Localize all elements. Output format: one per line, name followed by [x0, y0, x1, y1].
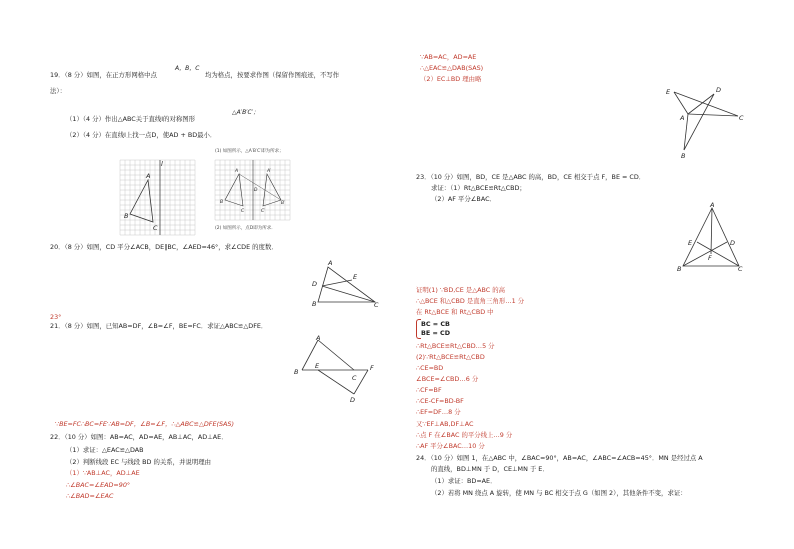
svg-text:B: B [677, 265, 682, 273]
svg-text:A: A [235, 169, 239, 174]
svg-text:C: C [374, 301, 379, 309]
q19-part2: （2）（4 分）在直线l上找一点D，使AD + BD最小． [66, 131, 217, 139]
svg-text:D: D [730, 239, 736, 247]
q23-proof-line: ∠BCE=∠CBD…6 分 [416, 375, 479, 383]
q23-proof-line: 证明(1) ∵BD,CE 是△ABC 的高 [416, 286, 506, 294]
svg-text:C: C [739, 114, 744, 122]
svg-text:C: C [738, 265, 743, 273]
svg-text:D: D [350, 396, 356, 404]
svg-text:E: E [353, 273, 358, 281]
svg-text:B: B [220, 200, 224, 205]
q21-stem: 21．（8 分）如图，已知AB=DF，∠B=∠F，BE=FC．求证△ABC≌△DFE． [50, 322, 268, 330]
q23-proof-line: BE = CD [421, 329, 451, 337]
q23-proof-line: ∴CE-CF=BD-BF [416, 397, 464, 405]
q23-proof-line: ∴点 F 在∠BAC 的平分线上…9 分 [416, 431, 513, 439]
svg-text:D: D [716, 86, 722, 94]
q23-proof-line: ∴AF 平分∠BAC…10 分 [416, 442, 485, 450]
svg-text:A′: A′ [267, 169, 272, 174]
q23-proof-line: ∴EF=DF…8 分 [416, 408, 461, 416]
q22-cont-line1: ∵AB=AC，AD=AE [420, 53, 477, 61]
svg-text:A: A [710, 201, 715, 209]
q22-cont-line2: ∴△EAC≌△DAB(SAS) [420, 64, 484, 72]
svg-text:C: C [153, 224, 158, 232]
q19-ans-note2: (2) 如图所示，点D即为所求． [215, 226, 276, 231]
svg-text:A: A [316, 334, 321, 342]
svg-text:E: E [688, 239, 693, 247]
q21-answer: ∵BE=FC∴BC=FE∵AB=DF，∠B=∠F，∴△ABC≌△DFE(SAS) [55, 420, 234, 428]
q22-cont-line3: （2）EC⊥BD 理由略 [420, 75, 482, 83]
svg-text:B: B [124, 212, 129, 220]
q24-part2: （2）若将 MN 绕点 A 旋转，使 MN 与 BC 相交于点 G（如图 2），其他条件不变，求证： [431, 489, 687, 497]
q19-figure-answer-grid [215, 160, 290, 220]
q24-part1: （1）求证：BD=AE． [431, 477, 497, 485]
q22-part2: （2）判断线段 EC 与线段 BD 的关系，并说明理由 [66, 458, 212, 466]
q23-proof-line: ∴CE=BD [416, 364, 444, 372]
q19-ans-note1: (1) 如图所示，△A′B′C′即为所求； [215, 149, 284, 154]
q23-figure [675, 200, 750, 275]
q21-figure [292, 334, 382, 404]
q23-proof-line: 在 Rt△BCE 和 Rt△CBD 中 [416, 308, 494, 316]
svg-text:F: F [370, 364, 374, 372]
q19-part1: （1）（4 分）作出△ABC关于直线l的对称图形 [66, 115, 196, 123]
q19-part1-fig: △A′B′C′； [232, 109, 260, 116]
svg-text:D: D [254, 188, 258, 193]
q24-stem-b: 的直线，BD⊥MN 于 D，CE⊥MN 于 E． [431, 465, 549, 473]
svg-text:E: E [666, 88, 671, 96]
q19-stem-b: 均为格点，按要求作图（保留作图痕迹，不写作 [205, 71, 340, 79]
q19-stem-c: 法）： [50, 87, 66, 95]
svg-text:A: A [680, 114, 685, 122]
q22-figure [662, 86, 747, 160]
q23-stem: 23．（10 分）如图，BD，CE 是△ABC 的高，BD，CE 相交于点 F，BE = CD． [416, 173, 646, 181]
q23-part1: 求证：（1）Rt△BCE≌Rt△CBD； [431, 184, 526, 192]
q22-part1: （1）求证：△EAC≌△DAB [66, 446, 144, 454]
q19-figure-grid [120, 160, 195, 235]
svg-text:B: B [294, 368, 299, 376]
svg-text:B: B [681, 152, 686, 160]
svg-text:C: C [352, 374, 357, 382]
q22-proof2: ∴∠BAC=∠EAD=90° [66, 481, 131, 489]
q20-stem: 20．（8 分）如图，CD 平分∠ACB，DE∥BC，∠AED=46°，求∠CDE 的度数． [50, 243, 278, 251]
q23-proof-line: (2)∵Rt△BCE≌Rt△CBD [416, 353, 485, 361]
svg-text:A: A [328, 259, 333, 267]
q22-stem: 22．（10 分）如图：AB=AC，AD=AE，AB⊥AC，AD⊥AE． [50, 433, 228, 441]
svg-text:A: A [146, 172, 151, 180]
q19-points: A，B，C [175, 65, 200, 72]
q23-proof-line: 又∵EF⊥AB,DF⊥AC [416, 420, 474, 428]
q20-figure [310, 259, 385, 309]
svg-text:D: D [312, 280, 318, 288]
q23-proof-line: ∴Rt△BCE≌Rt△CBD…5 分 [416, 342, 495, 350]
svg-text:l: l [161, 160, 163, 168]
q22-proof1: （1）∵AB⊥AC，AD⊥AE [66, 469, 140, 477]
q23-proof-line: ∴△BCE 和△CBD 是直角三角形…1 分 [416, 297, 525, 305]
q20-answer: 23° [50, 313, 62, 321]
q23-proof-line: ∴CF=BF [416, 386, 442, 394]
q24-stem-a: 24．（10 分）如图 1，在△ABC 中，∠BAC=90°，AB=AC，∠ABC=∠ACB=45°．MN 是经过点 A [416, 454, 703, 462]
svg-text:C: C [241, 209, 245, 214]
q23-part2: （2）AF 平分∠BAC． [431, 195, 496, 203]
q23-proof-line: BC = CB [421, 320, 450, 328]
svg-text:E: E [315, 362, 320, 370]
svg-text:B: B [312, 300, 317, 308]
svg-text:C′: C′ [261, 209, 266, 214]
q22-proof3: ∴∠BAD=∠EAC [66, 492, 114, 500]
svg-text:B′: B′ [281, 201, 286, 206]
svg-text:F: F [708, 254, 712, 262]
q19-stem-a: 19．（8 分）如图，在正方形网格中点 [50, 71, 157, 79]
